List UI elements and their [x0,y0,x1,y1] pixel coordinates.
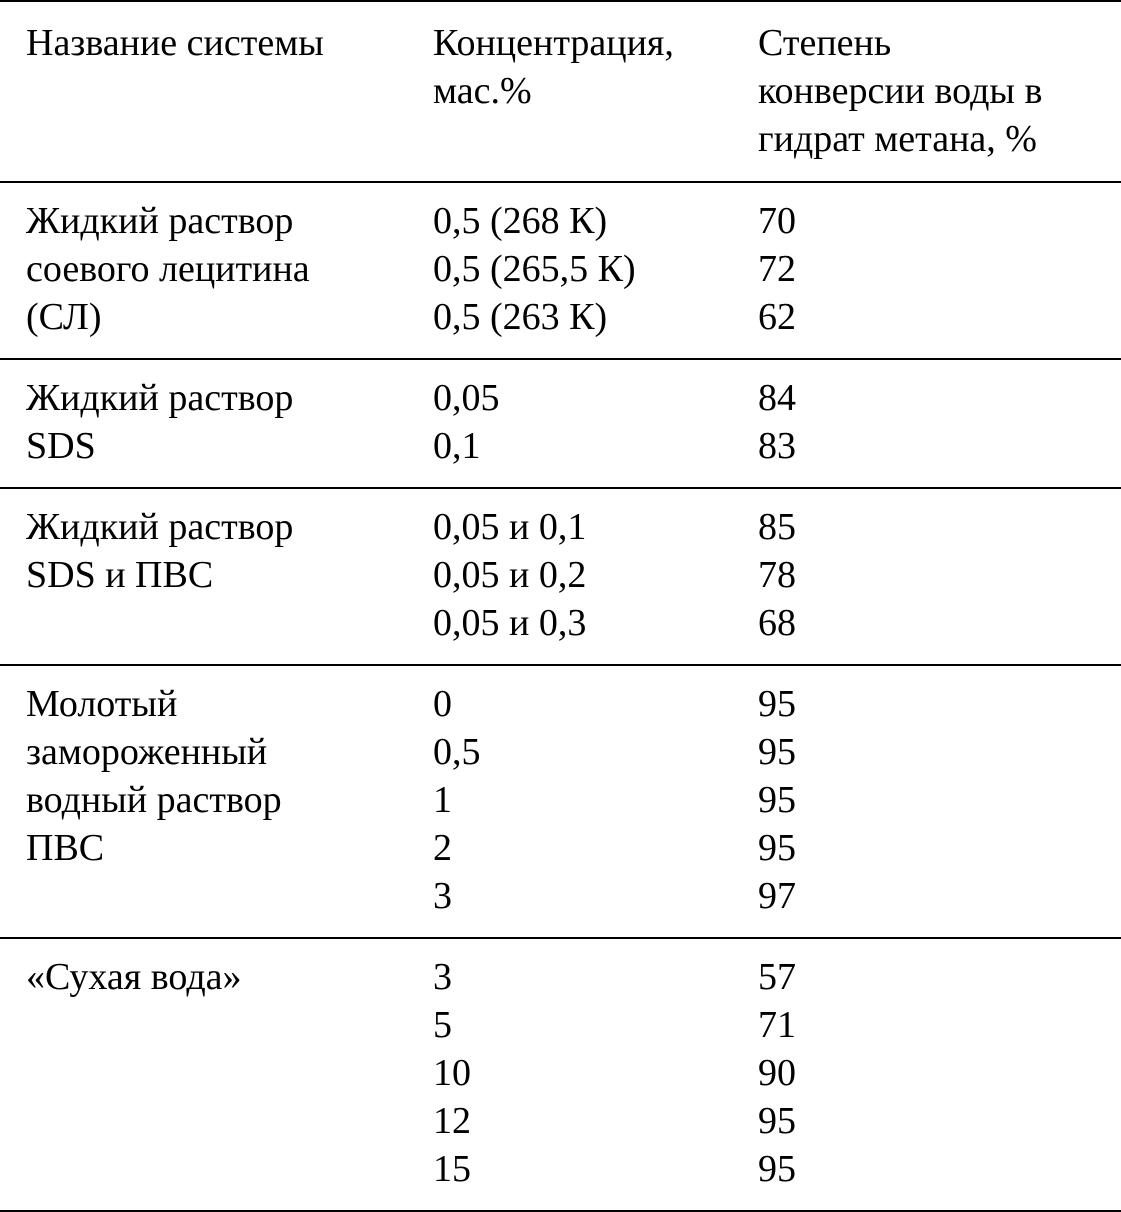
concentration-value: 3 [433,875,452,917]
conversion-value: 95 [758,1148,796,1190]
conversion-value: 62 [758,296,796,338]
conversion-value: 95 [758,827,796,869]
header-conversion [732,1,1121,182]
system-cell [0,359,406,488]
conversion-cell [732,182,1121,359]
system-line: SDS и ПВС [26,554,214,596]
concentration-value: 0,5 [433,731,481,773]
system-line: «Сухая вода» [26,956,242,998]
concentration-value: 0,1 [433,425,481,467]
system-cell [0,182,406,359]
header-line: Название системы [26,22,324,64]
concentration-value: 0,5 (268 К) [433,200,608,242]
system-line: SDS [26,425,96,467]
system-line: Жидкий раствор [26,377,294,419]
header-line: мас.% [433,70,532,112]
conversion-value: 95 [758,731,796,773]
table-body [0,182,1121,1211]
table-header [0,1,1121,182]
system-line: Жидкий раствор [26,506,294,548]
system-cell [0,665,406,938]
conversion-value: 95 [758,1100,796,1142]
conversion-value: 72 [758,248,796,290]
system-cell [0,938,406,1211]
system-line: ПВС [26,827,105,869]
conversion-value: 85 [758,506,796,548]
concentration-value: 0,05 и 0,2 [433,554,587,596]
conversion-value: 68 [758,602,796,644]
concentration-value: 0,5 (263 К) [433,296,608,338]
conversion-value: 84 [758,377,796,419]
concentration-cell [406,182,732,359]
table-row [0,182,1121,359]
system-line: водный раствор [26,779,282,821]
concentration-value: 2 [433,827,452,869]
concentration-value: 15 [433,1148,471,1190]
concentration-value: 0,05 [433,377,500,419]
concentration-cell [406,359,732,488]
concentration-cell [406,938,732,1211]
concentration-value: 5 [433,1004,452,1046]
concentration-value: 12 [433,1100,471,1142]
system-cell [0,488,406,665]
system-line: Жидкий раствор [26,200,294,242]
concentration-value: 10 [433,1052,471,1094]
header-concentration [406,1,732,182]
conversion-value: 90 [758,1052,796,1094]
table-row [0,488,1121,665]
conversion-value: 95 [758,683,796,725]
concentration-cell [406,488,732,665]
system-line: (СЛ) [26,296,102,338]
conversion-value: 71 [758,1004,796,1046]
header-line: Концентрация, [433,22,674,64]
conversion-cell [732,938,1121,1211]
conversion-cell [732,665,1121,938]
concentration-value: 1 [433,779,452,821]
concentration-value: 0,5 (265,5 К) [433,248,636,290]
system-line: замороженный [26,731,268,773]
conversion-value: 97 [758,875,796,917]
table-row [0,938,1121,1211]
concentration-value: 0,05 и 0,1 [433,506,587,548]
concentration-value: 0,05 и 0,3 [433,602,587,644]
conversion-value: 83 [758,425,796,467]
conversion-value: 78 [758,554,796,596]
concentration-value: 3 [433,956,452,998]
header-line: Степень [758,22,892,64]
header-line: конверсии воды в [758,70,1043,112]
system-line: Молотый [26,683,178,725]
conversion-value: 70 [758,200,796,242]
system-line: соевого лецитина [26,248,310,290]
conversion-cell [732,488,1121,665]
conversion-value: 57 [758,956,796,998]
table-row [0,665,1121,938]
conversion-cell [732,359,1121,488]
conversion-value: 95 [758,779,796,821]
header-system-name [0,1,406,182]
concentration-value: 0 [433,683,452,725]
header-line: гидрат метана, % [758,118,1037,160]
concentration-cell [406,665,732,938]
table-row [0,359,1121,488]
header-row [0,1,1121,182]
